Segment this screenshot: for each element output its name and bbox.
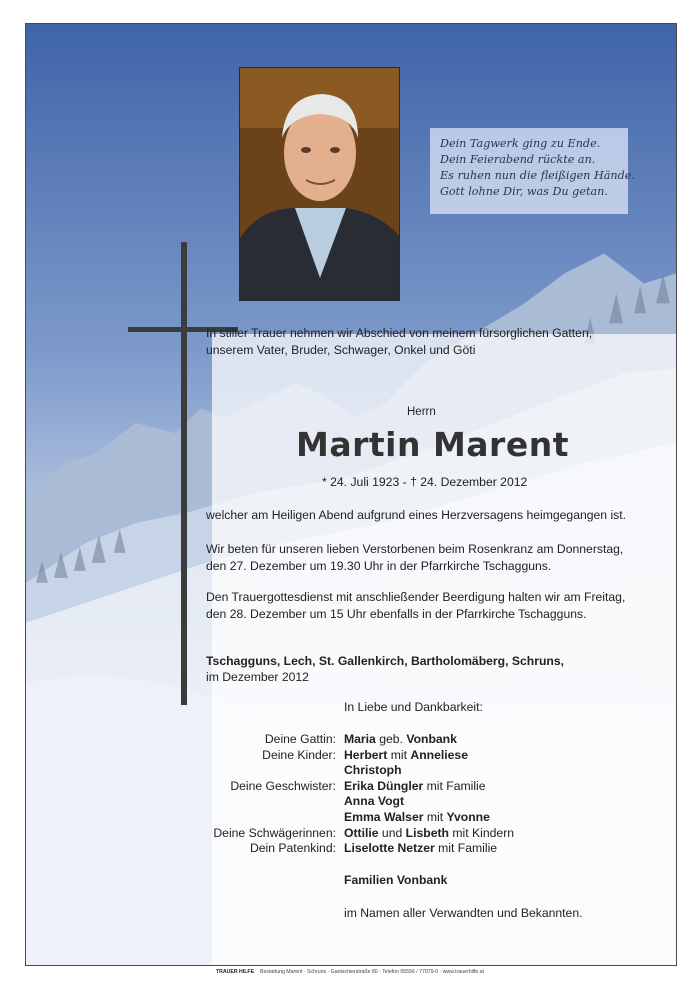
poem-line: Gott lohne Dir, was Du getan. <box>440 185 608 198</box>
intro-line-1: In stiller Trauer nehmen wir Abschied von meinem fürsorglichen Gatten, <box>206 326 593 340</box>
relative-role: Deine Gattin: <box>264 732 336 746</box>
relatives-list <box>170 732 630 857</box>
poem-line: Es ruhen nun die fleißigen Hände. <box>440 169 635 182</box>
intro-text <box>206 325 592 359</box>
poem-line: Dein Tagwerk ging zu Ende. <box>440 137 601 150</box>
relative-name: Lisbeth <box>405 825 449 840</box>
relative-name: Ottilie <box>344 825 379 840</box>
relative-connector: mit Familie <box>434 841 498 856</box>
relative-connector: mit Familie <box>423 778 486 793</box>
relative-names <box>344 841 497 855</box>
poem-box <box>430 128 635 214</box>
relative-row <box>170 826 630 842</box>
intro-line-2: unserem Vater, Bruder, Schwager, Onkel und Göti <box>206 343 476 357</box>
relative-role: Deine Kinder: <box>262 747 336 762</box>
relative-names <box>344 779 486 793</box>
relative-row <box>170 810 630 826</box>
relative-names <box>344 794 404 808</box>
relative-names <box>344 763 402 777</box>
relative-names <box>344 748 468 762</box>
portrait-photo <box>239 67 400 301</box>
family-signature: Familien Vonbank <box>344 873 448 887</box>
rosary-line-2: den 27. Dezember um 19.30 Uhr in der Pfarrkirche Tschagguns. <box>206 559 552 573</box>
relative-name: Maria <box>344 732 376 746</box>
funeral-info <box>206 589 625 623</box>
thanks-heading: In Liebe und Dankbarkeit: <box>344 700 483 714</box>
deceased-name: Martin Marent <box>296 425 569 464</box>
relative-names <box>344 826 514 840</box>
relative-names <box>344 810 490 824</box>
relative-name: Christoph <box>344 763 402 778</box>
death-circumstance: welcher am Heiligen Abend aufgrund eines Herzversagens heimgegangen ist. <box>206 508 627 522</box>
relative-connector: mit <box>423 809 447 824</box>
relative-name: Liselotte Netzer <box>344 841 435 856</box>
relative-name: Herbert <box>344 747 388 762</box>
relative-role: Dein Patenkind: <box>249 841 336 856</box>
relative-name: Yvonne <box>446 809 490 824</box>
relative-row <box>170 779 630 795</box>
rosary-line-1: Wir beten für unseren lieben Verstorbenen beim Rosenkranz am Donnerstag, <box>206 542 624 556</box>
relative-row <box>170 732 630 748</box>
relative-connector: mit <box>387 747 411 762</box>
salutation: Herrn <box>407 406 436 418</box>
relative-row <box>170 841 630 857</box>
footer-brand: TRAUER HILFE <box>216 969 255 975</box>
relative-role: Deine Geschwister: <box>230 778 336 793</box>
relative-name: Emma Walser <box>344 809 424 824</box>
relative-row <box>170 794 630 810</box>
cross-vertical-bar <box>181 242 187 705</box>
poem-line: Dein Feierabend rückte an. <box>440 153 596 166</box>
relative-row <box>170 763 630 779</box>
rosary-info <box>206 541 623 575</box>
relative-row <box>170 748 630 764</box>
relative-connector: geb. <box>375 732 407 746</box>
funeral-line-2: den 28. Dezember um 15 Uhr ebenfalls in der Pfarrkirche Tschagguns. <box>206 607 587 621</box>
relative-role: Deine Schwägerinnen: <box>213 825 336 840</box>
portrait-image <box>240 68 400 301</box>
relative-name: Vonbank <box>406 732 457 746</box>
closing-line: im Namen aller Verwandten und Bekannten. <box>344 906 583 920</box>
relative-name: Anna Vogt <box>344 794 405 809</box>
relative-names <box>344 732 457 746</box>
funeral-line-1: Den Trauergottesdienst mit anschließender Beerdigung halten wir am Freitag, <box>206 590 626 604</box>
places: Tschagguns, Lech, St. Gallenkirch, Bartholomäberg, Schruns, <box>206 654 565 668</box>
date-line: im Dezember 2012 <box>206 670 309 684</box>
relative-connector: mit Kindern <box>449 825 515 840</box>
relative-name: Erika Düngler <box>344 778 424 793</box>
footer <box>0 969 700 975</box>
life-dates: * 24. Juli 1923 - † 24. Dezember 2012 <box>322 475 528 489</box>
footer-text: Bestattung Marent · Schruns · Gantschierstraße 80 · Telefon 05556 / 77079-0 · www.trauerhilfe.at <box>260 969 484 975</box>
relative-connector: und <box>378 825 406 840</box>
relative-name: Anneliese <box>410 747 468 762</box>
